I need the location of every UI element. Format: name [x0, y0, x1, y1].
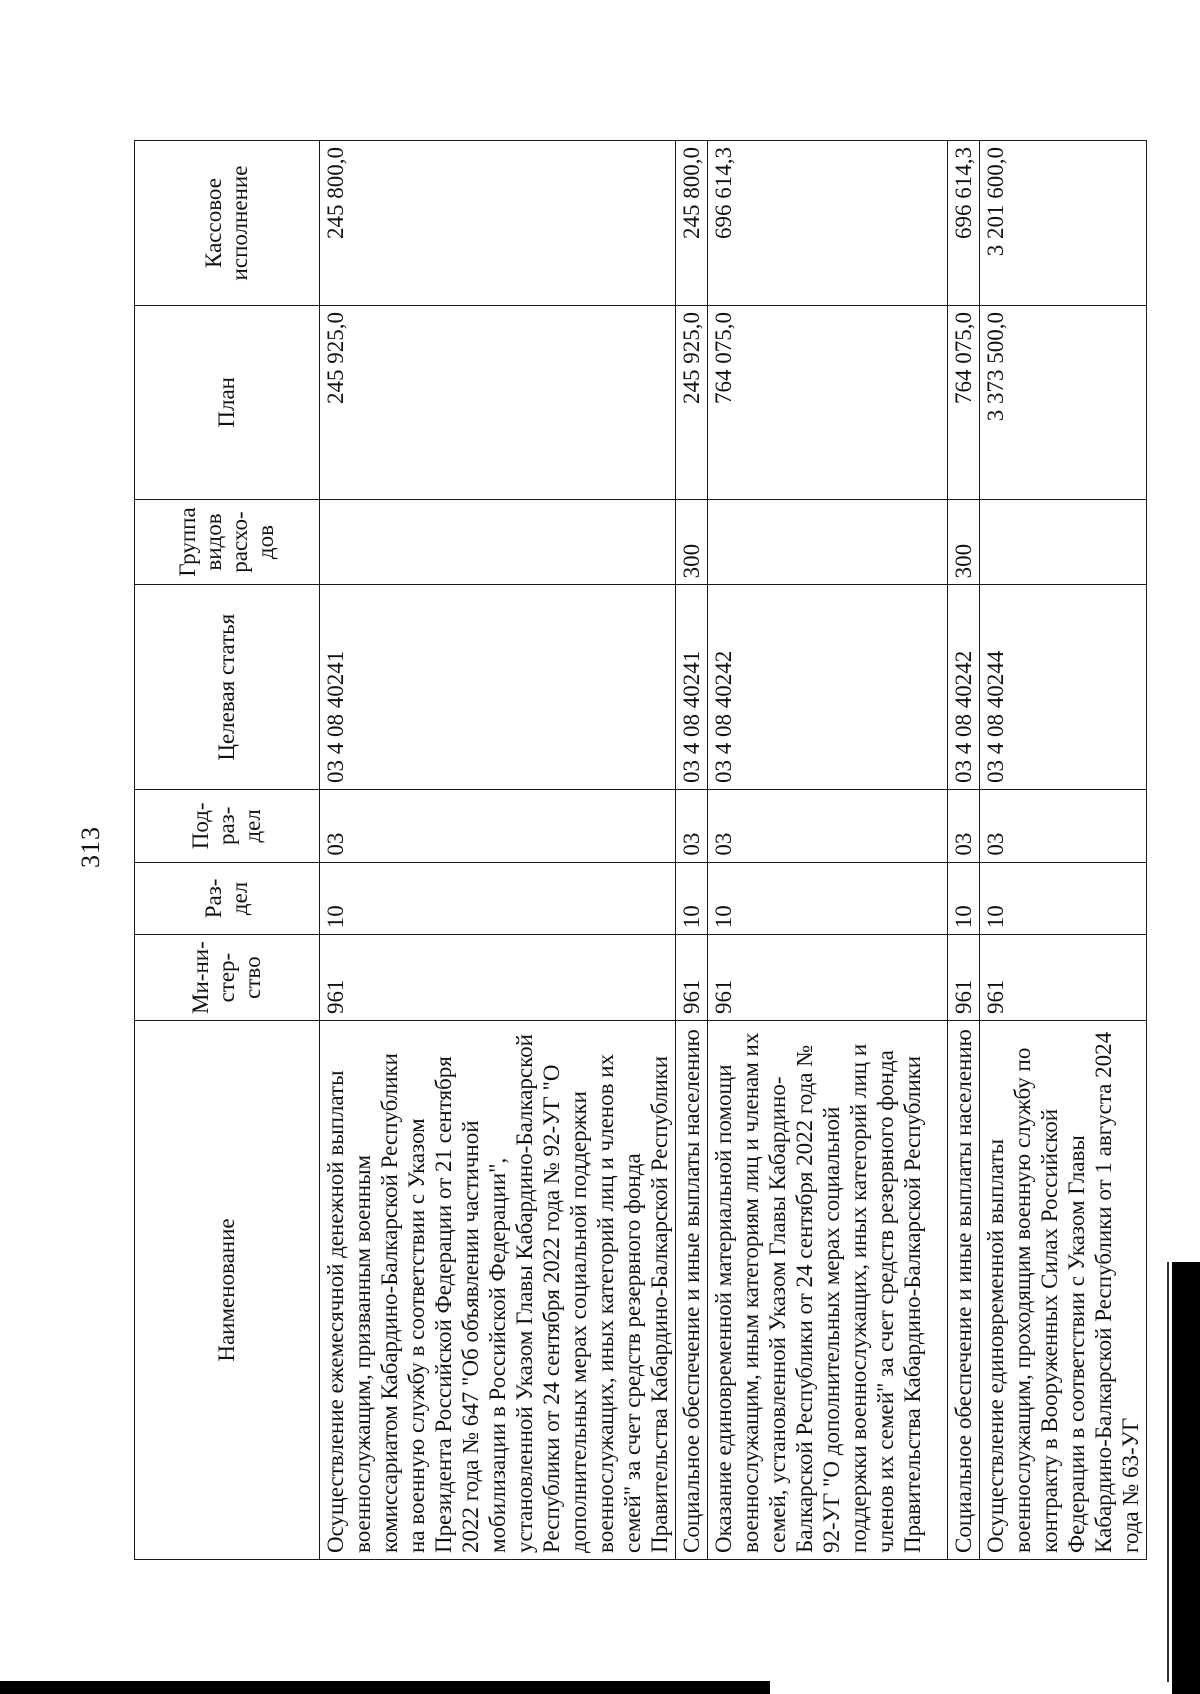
header-subsection: Под-раз-дел [135, 790, 320, 863]
row-group: 300 [948, 499, 980, 585]
row-plan: 764 075,0 [708, 306, 948, 500]
row-subsection: 03 [320, 790, 676, 863]
row-exec: 696 614,3 [708, 141, 948, 306]
header-exec: Кассовое исполнение [135, 141, 320, 306]
row-plan: 245 925,0 [320, 306, 676, 500]
header-target: Целевая статья [135, 585, 320, 790]
row-plan: 245 925,0 [676, 306, 708, 500]
row-name: Осуществление единовременной выплаты военнослужащим, проходящим военную службу по контракту в Вооруженных Силах Российской Федерации в соответствии с Указом Главы Кабардино-Балкарской Республики от 1 августа 2024 года № 63-УГ [980, 1021, 1147, 1560]
row-ministry: 961 [320, 935, 676, 1021]
row-exec: 245 800,0 [320, 141, 676, 306]
row-ministry: 961 [948, 935, 980, 1021]
row-ministry: 961 [980, 935, 1147, 1021]
row-target: 03 4 08 40242 [708, 585, 948, 790]
row-name: Осуществление ежемесячной денежной выплаты военнослужащим, призванным военным комиссариатом Кабардино-Балкарской Республики на военную службу в соответствии с Указом Президента Российской Федерации от 21 сентября 2022 года № 647 "Об объявлении частичной мобилизации в Российской Федерации", установленной Указом Главы Кабардино-Балкарской Республики от 24 сентября 2022 года № 92-УГ "О дополнительных мерах социальной поддержки военнослужащих, иных категорий лиц и членов их семей" за счет средств резервного фонда Правительства Кабардино-Балкарской Республики [320, 1021, 676, 1560]
row-name: Социальное обеспечение и иные выплаты населению [676, 1021, 708, 1560]
row-exec: 3 201 600,0 [980, 141, 1147, 306]
page-number: 313 [76, 826, 105, 868]
row-name: Социальное обеспечение и иные выплаты населению [948, 1021, 980, 1560]
row-target: 03 4 08 40242 [948, 585, 980, 790]
row-target: 03 4 08 40244 [980, 585, 1147, 790]
budget-table [134, 140, 1147, 1560]
table-header-row [135, 141, 320, 1560]
table-row [320, 141, 676, 1560]
header-group: Группа видов расхо-дов [135, 499, 320, 585]
header-name: Наименование [135, 1021, 320, 1560]
row-section: 10 [676, 862, 708, 935]
row-subsection: 03 [980, 790, 1147, 863]
header-plan: План [135, 306, 320, 500]
table-row [676, 141, 708, 1560]
row-group [708, 499, 948, 585]
row-exec: 696 614,3 [948, 141, 980, 306]
row-section: 10 [948, 862, 980, 935]
row-plan: 764 075,0 [948, 306, 980, 500]
table-row [948, 141, 980, 1560]
row-name: Оказание единовременной материальной помощи военнослужащим, иным категориям лиц и членам их семей, установленной Указом Главы Кабардино-Балкарской Республики от 24 сентября 2022 года № 92-УГ "О дополнительных мерах социальной поддержки военнослужащих, иных категорий лиц и членов их семей" за счет средств резервного фонда Правительства Кабардино-Балкарской Республики [708, 1021, 948, 1560]
row-subsection: 03 [708, 790, 948, 863]
row-subsection: 03 [948, 790, 980, 863]
row-group [980, 499, 1147, 585]
row-target: 03 4 08 40241 [676, 585, 708, 790]
header-ministry: Ми-ни-стер-ство [135, 935, 320, 1021]
header-section: Раз-дел [135, 862, 320, 935]
row-group: 300 [676, 499, 708, 585]
row-target: 03 4 08 40241 [320, 585, 676, 790]
row-section: 10 [320, 862, 676, 935]
row-ministry: 961 [676, 935, 708, 1021]
row-subsection: 03 [676, 790, 708, 863]
row-section: 10 [980, 862, 1147, 935]
row-exec: 245 800,0 [676, 141, 708, 306]
table-row [708, 141, 948, 1560]
row-group [320, 499, 676, 585]
table-row [980, 141, 1147, 1560]
row-plan: 3 373 500,0 [980, 306, 1147, 500]
row-ministry: 961 [708, 935, 948, 1021]
row-section: 10 [708, 862, 948, 935]
